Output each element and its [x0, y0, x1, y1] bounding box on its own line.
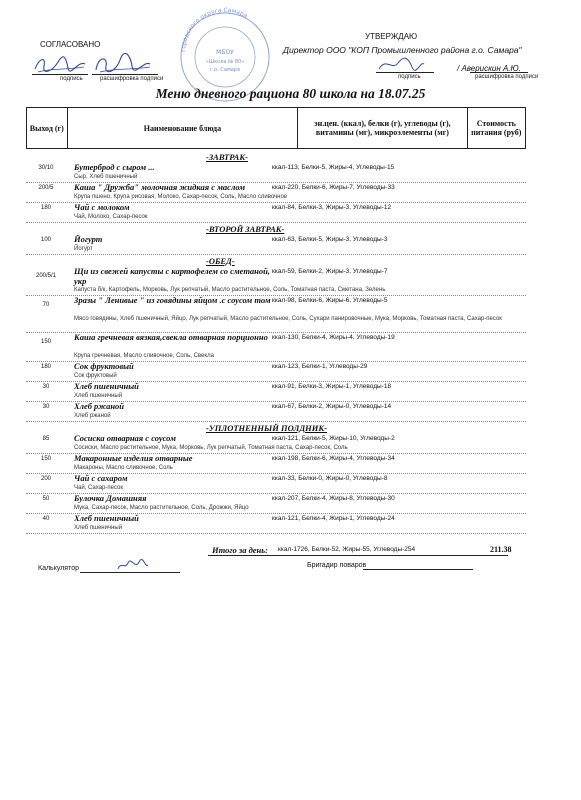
dish-nutrition: ккал-130, Белки-4, Жиры-4, Углеводы-19 [272, 334, 395, 341]
menu-row [26, 163, 526, 183]
dish-ingredients: Чай, Молоко, Сахар-песок [74, 214, 148, 220]
dish-output: 30 [42, 384, 50, 390]
dish-ingredients: Крупа гречневая, Масло сливочное, Соль, Свекла [74, 353, 214, 359]
dish-output: 200/5 [38, 185, 54, 191]
dish-nutrition: ккал-121, Белки-5, Жиры-10, Углеводы-2 [272, 435, 395, 442]
dish-name: Булочка Домашняя [74, 493, 147, 503]
dish-name: Хлеб пшеничный [74, 381, 139, 391]
dish-nutrition: ккал-198, Белки-6, Жиры-4, Углеводы-34 [272, 455, 395, 462]
header-cost: Стоимость питания (руб) [471, 119, 522, 137]
dish-output: 50 [42, 496, 50, 502]
dish-nutrition: ккал-63, Белки-5, Жиры-3, Углеводы-3 [272, 236, 388, 243]
dish-name: Каша гречневая вязкая,свекла отварная порционно [74, 332, 268, 342]
menu-row [26, 434, 526, 454]
svg-text:«Школа № 80»: «Школа № 80» [205, 59, 245, 65]
dish-name: Макаронные изделия отварные [74, 453, 193, 463]
dish-ingredients: Макароны, Масло сливочное, Соль [74, 465, 173, 471]
dish-output: 100 [40, 237, 51, 243]
signature-left-2 [92, 52, 154, 76]
dish-output: 150 [40, 339, 51, 345]
menu-row [26, 402, 526, 422]
dish-output: 85 [42, 436, 50, 442]
menu-row [26, 267, 526, 296]
dish-ingredients: Мясо говядины, Хлеб пшеничный, Яйцо, Лук репчатый, Масло растительное, Соль, Сухари панировочные, Мука, Морковь, Томатная паста, Сахар-песок [74, 316, 502, 322]
header-dish-name: Наименование блюда [68, 108, 299, 148]
svg-text:г.о. Самара: г.о. Самара [209, 67, 241, 73]
dish-ingredients: Хлеб ржаной [74, 413, 111, 419]
table-header [26, 107, 526, 149]
menu-row [26, 362, 526, 382]
menu-row [26, 454, 526, 474]
dish-ingredients: Крупа пшено, Крупа рисовая, Молоко, Сахар-песок, Соль, Масло сливочное [74, 194, 288, 200]
page-title: Меню дневного рациона 80 школа на 18.07.25 [155, 86, 426, 101]
signature-line [92, 74, 158, 75]
chef-label: Бригадир поваров [307, 562, 367, 569]
table-body [26, 149, 526, 534]
dish-nutrition: ккал-121, Белки-4, Жиры-1, Углеводы-24 [272, 515, 395, 522]
caption-signature: подпись [60, 76, 83, 82]
total-cost: 211.38 [490, 545, 512, 554]
dish-output: 180 [40, 364, 51, 370]
menu-row [26, 514, 526, 534]
signature-left-1 [32, 54, 88, 76]
svg-text:МБОУ: МБОУ [216, 49, 234, 56]
dish-output: 200/5/1 [35, 273, 57, 279]
caption-signature-decode: расшифровка подписи [100, 76, 164, 82]
dish-output: 180 [40, 205, 51, 211]
dish-nutrition: ккал-220, Белки-6, Жиры-7, Углеводы-33 [272, 184, 395, 191]
approve-label: УТВЕРЖДАЮ [365, 32, 418, 41]
caption-signature-decode: расшифровка подписи [475, 74, 539, 80]
dish-nutrition: ккал-113, Белки-5, Жиры-4, Углеводы-15 [272, 164, 395, 171]
dish-nutrition: ккал-207, Белки-4, Жиры-8, Углеводы-30 [272, 495, 395, 502]
signature-line [32, 74, 88, 75]
dish-name: Сосиска отварная с соусом [74, 433, 176, 443]
section-title: -ОБЕД- [206, 256, 235, 266]
dish-name: Хлеб ржаной [74, 401, 125, 411]
section-title: -ВТОРОЙ ЗАВТРАК- [206, 224, 285, 234]
dish-output: 30/10 [38, 165, 54, 171]
signature-line [363, 569, 473, 570]
menu-row [26, 494, 526, 514]
dish-output: 200 [40, 476, 51, 482]
director-name: / Аверискин А.Ю. [457, 64, 521, 73]
menu-row [26, 235, 526, 255]
dish-nutrition: ккал-123, Белки-1, Углеводы-29 [272, 363, 368, 370]
dish-ingredients: Капуста б/к, Картофель, Морковь, Лук репчатый, Масло растительное, Соль, Томатная паста, Сметана, Зелень [74, 287, 386, 293]
menu-row [26, 333, 526, 362]
section-title: -УПЛОТНЕННЫЙ ПОЛДНИК- [206, 423, 327, 433]
dish-ingredients: Мука, Сахар-песок, Масло растительное, Соль, Дрожжи, Яйцо [74, 505, 249, 511]
dish-name: Щи из свежей капусты с картофелем со сметаной, укр [74, 266, 271, 286]
menu-row [26, 474, 526, 494]
menu-row [26, 183, 526, 203]
dish-name: Чай с молоком [74, 202, 130, 212]
dish-name: Зразы " Ленивые " из говядины яйцом .с соусом том [74, 295, 271, 305]
menu-row [26, 296, 526, 333]
dish-output: 30 [42, 404, 50, 410]
calculator-label: Калькулятор [38, 565, 79, 572]
dish-nutrition: ккал-84, Белки-3, Жиры-3, Углеводы-12 [272, 204, 392, 211]
dish-nutrition: ккал-91, Белки-3, Жиры-1, Углеводы-18 [272, 383, 392, 390]
total-nutrition: ккал-1726, Белки-52, Жиры-55, Углеводы-254 [278, 546, 416, 553]
dish-name: Чай с сахаром [74, 473, 128, 483]
header-output: Выход (г) [27, 108, 68, 148]
dish-nutrition: ккал-33, Белки-0, Жиры-0, Углеводы-8 [272, 475, 388, 482]
total-label: Итого за день: [212, 545, 268, 555]
svg-text:городского округа Самара: городского округа Самара [179, 6, 249, 53]
row-separator [26, 533, 526, 534]
dish-ingredients: Хлеб пшеничный [74, 525, 123, 531]
dish-name: Каша " Дружба" молочная жидкая с маслом [74, 182, 246, 192]
dish-nutrition: ккал-67, Белки-2, Жиры-0, Углеводы-14 [272, 403, 392, 410]
dish-output: 70 [42, 302, 50, 308]
signature-line [376, 72, 434, 73]
dish-ingredients: Сосиски, Масло растительное, Мука, Морковь, Лук репчатый, Томатная паста, Сахар-песок, Соль [74, 445, 348, 451]
header-nutrition: эн.цен. (ккал), белки (г), углеводы (г), витамины (мг), микроэлементы (мг) [298, 108, 467, 148]
menu-row [26, 203, 526, 223]
dish-ingredients: Йогурт [74, 246, 93, 252]
director-title: Директор ООО "КОП Промышленного района г.о. Самара" [283, 45, 522, 55]
dish-ingredients: Сыр, Хлеб пшеничный [74, 174, 138, 180]
approved-label: СОГЛАСОВАНО [40, 40, 101, 49]
dish-ingredients: Хлеб пшеничный [74, 393, 123, 399]
caption-signature: подпись [398, 74, 421, 80]
dish-name: Йогурт [74, 234, 103, 244]
dish-ingredients: Чай, Сахар-песок [74, 485, 123, 491]
dish-name: Хлеб пшеничный [74, 513, 139, 523]
dish-output: 150 [40, 456, 51, 462]
dish-name: Бутерброд с сыром ... [74, 162, 155, 172]
dish-ingredients: Сок фруктовый [74, 373, 117, 379]
dish-output: 40 [42, 516, 50, 522]
dish-nutrition: ккал-98, Белки-6, Жиры-6, Углеводы-5 [272, 297, 388, 304]
menu-row [26, 382, 526, 402]
total-underline [208, 555, 508, 556]
dish-nutrition: ккал-59, Белки-2, Жиры-3, Углеводы-7 [272, 268, 388, 275]
signature-calculator [115, 558, 150, 573]
dish-name: Сок фруктовый [74, 361, 134, 371]
menu-table [26, 107, 526, 534]
section-title: -ЗАВТРАК- [206, 152, 248, 162]
